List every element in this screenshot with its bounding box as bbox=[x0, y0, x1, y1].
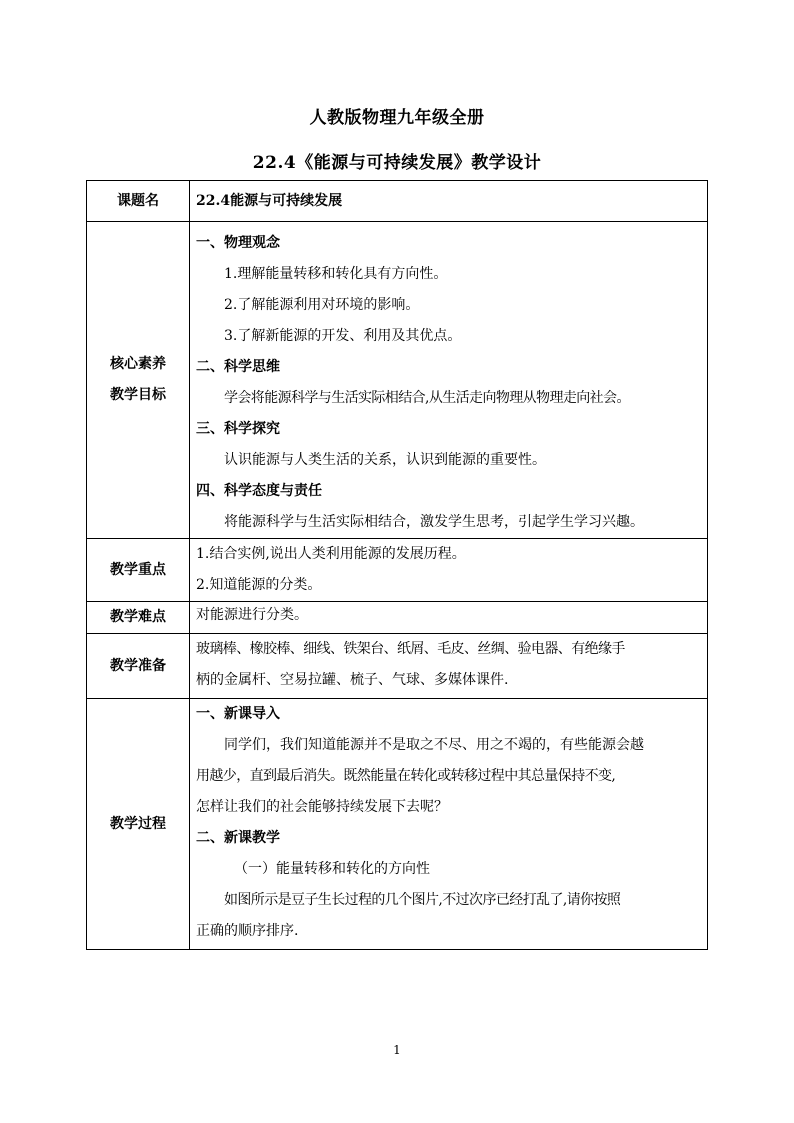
goals-label-line1: 核心素养 bbox=[110, 356, 166, 372]
process-section1-heading: 一、新课导入 bbox=[196, 706, 280, 722]
preparation-line1: 玻璃棒、橡胶棒、细线、铁架台、纸屑、毛皮、丝绸、验电器、有绝缘手 bbox=[196, 641, 625, 657]
document-title: 人教版物理九年级全册 bbox=[309, 108, 485, 128]
goals-section3-heading: 三、科学探究 bbox=[196, 421, 280, 437]
goals-section2-text: 学会将能源科学与生活实际相结合,从生活走向物理从物理走向社会。 bbox=[224, 390, 630, 406]
difficulty-text: 对能源进行分类。 bbox=[196, 607, 308, 623]
process-label-cell bbox=[87, 699, 190, 950]
topic-value-cell bbox=[190, 181, 708, 222]
document-subtitle: 22.4《能源与可持续发展》教学设计 bbox=[252, 153, 542, 173]
key-points-item1: 1.结合实例,说出人类利用能源的发展历程。 bbox=[196, 546, 466, 562]
goals-section1-heading: 一、物理观念 bbox=[196, 235, 280, 251]
lesson-plan-table bbox=[86, 180, 708, 950]
goals-label-line2: 教学目标 bbox=[110, 387, 166, 403]
process-section2-line2: 正确的顺序排序. bbox=[196, 923, 299, 939]
topic-label-cell bbox=[87, 181, 190, 222]
preparation-label: 教学准备 bbox=[110, 657, 166, 674]
process-subsection-heading: （一）能量转移和转化的方向性 bbox=[234, 861, 430, 877]
key-points-label: 教学重点 bbox=[110, 561, 166, 578]
table-row-process bbox=[87, 699, 708, 950]
process-section2-line1: 如图所示是豆子生长过程的几个图片,不过次序已经打乱了,请你按照 bbox=[224, 892, 621, 908]
goals-section1-item2: 2.了解能源利用对环境的影响。 bbox=[224, 297, 420, 313]
table-row-topic bbox=[87, 181, 708, 222]
process-content-cell bbox=[190, 699, 708, 950]
key-points-label-cell bbox=[87, 539, 190, 602]
difficulty-label-cell bbox=[87, 602, 190, 634]
goals-section1-item3: 3.了解新能源的开发、利用及其优点。 bbox=[224, 328, 462, 344]
preparation-label-cell bbox=[87, 634, 190, 699]
goals-label-cell bbox=[87, 222, 190, 539]
process-section1-line1: 同学们，我们知道能源并不是取之不尽、用之不竭的，有些能源会越 bbox=[224, 737, 644, 753]
table-row-key-points bbox=[87, 539, 708, 602]
goals-section1-item1: 1.理解能量转移和转化具有方向性。 bbox=[224, 266, 448, 282]
table-row-preparation bbox=[87, 634, 708, 699]
preparation-line2: 柄的金属杆、空易拉罐、梳子、气球、多媒体课件. bbox=[196, 672, 509, 688]
difficulty-label: 教学难点 bbox=[110, 609, 166, 625]
page-number: 1 bbox=[393, 1043, 401, 1057]
preparation-content-cell bbox=[190, 634, 708, 699]
table-row-goals bbox=[87, 222, 708, 539]
topic-label: 课题名 bbox=[117, 192, 159, 209]
goals-section4-heading: 四、科学态度与责任 bbox=[196, 483, 322, 499]
goals-section3-text: 认识能源与人类生活的关系，认识到能源的重要性。 bbox=[224, 452, 546, 468]
goals-section4-text: 将能源科学与生活实际相结合，激发学生思考，引起学生学习兴趣。 bbox=[224, 514, 644, 530]
key-points-item2: 2.知道能源的分类。 bbox=[196, 577, 322, 593]
key-points-content-cell bbox=[190, 539, 708, 602]
process-label: 教学过程 bbox=[110, 815, 166, 832]
process-section1-line2: 用越少，直到最后消失。既然能量在转化或转移过程中其总量保持不变, bbox=[196, 768, 616, 784]
topic-value: 22.4能源与可持续发展 bbox=[196, 192, 343, 209]
goals-section2-heading: 二、科学思维 bbox=[196, 359, 280, 375]
goals-content-cell bbox=[190, 222, 708, 539]
process-section1-line3: 怎样让我们的社会能够持续发展下去呢？ bbox=[196, 799, 448, 815]
process-section2-heading: 二、新课教学 bbox=[196, 830, 280, 846]
table-row-difficulty bbox=[87, 602, 708, 634]
difficulty-content-cell bbox=[190, 602, 708, 634]
